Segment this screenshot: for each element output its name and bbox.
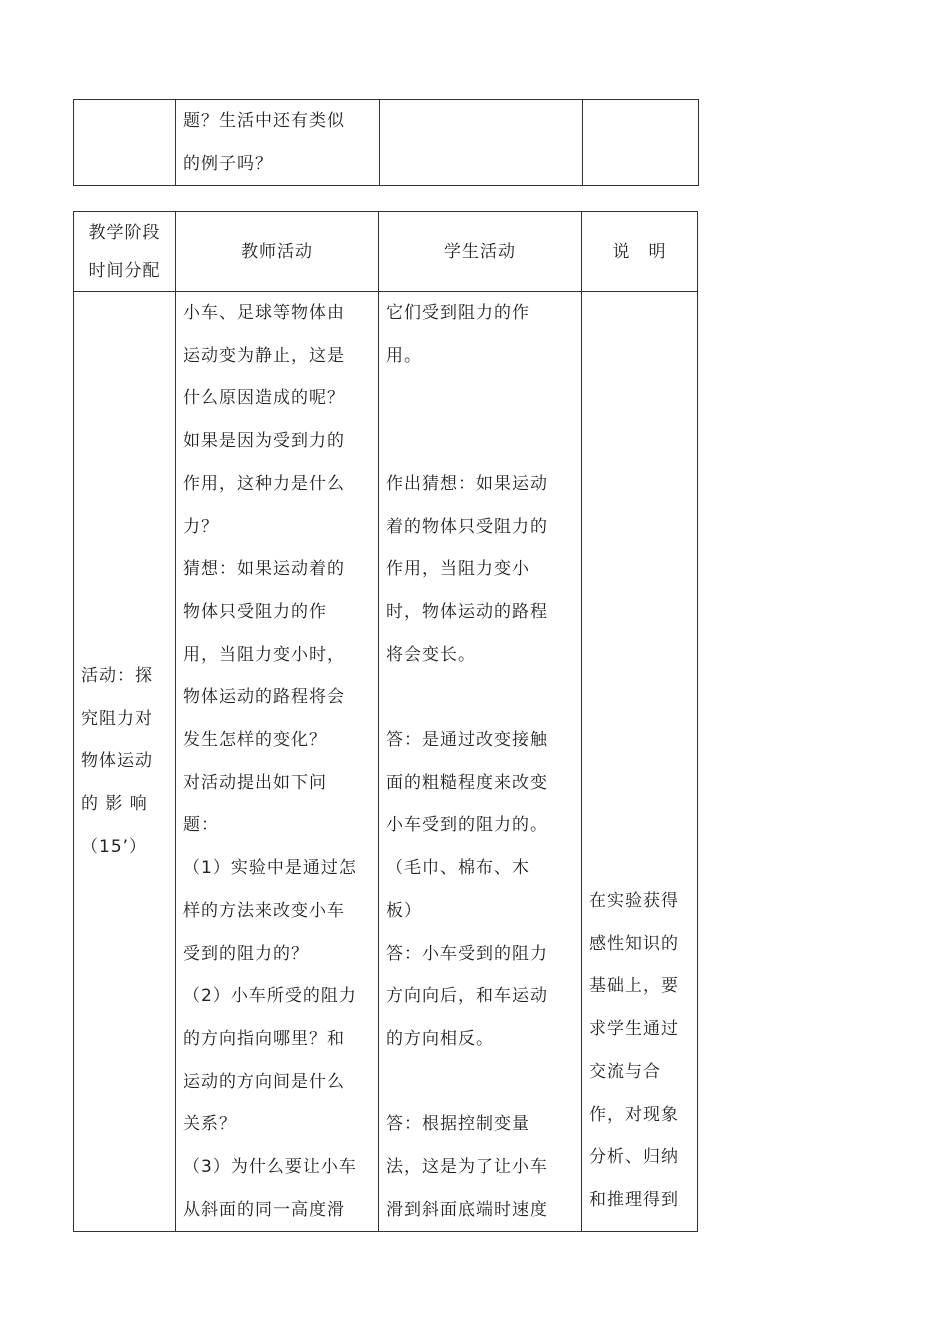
header-stage-line1: 教学阶段 [88,222,161,243]
text-line: 运动的方向间是什么 [183,1071,345,1092]
text-line: 的 影 响 [81,794,148,815]
text-line: 感性知识的 [589,933,679,954]
text-line: 方向向后，和车运动 [386,986,548,1007]
text-line: 的例子吗？ [183,153,273,174]
text-line: 时，物体运动的路程 [386,601,548,622]
stage-cell [74,292,176,1232]
top-table-fragment [73,99,699,186]
text-line: 样的方法来改变小车 [183,900,345,921]
text-line: 法，这是为了让小车 [386,1157,548,1178]
text-line: （毛巾、棉布、木 [386,858,530,879]
stage-lines [81,655,168,869]
text-line: 运动变为静止，这是 [183,345,345,366]
text-line: 力？ [183,516,219,537]
text-line: 发生怎样的变化？ [183,730,327,751]
student-lines [386,292,574,1231]
text-line [386,1061,574,1104]
header-stage-line2: 时间分配 [88,260,161,281]
text-line: 什么原因造成的呢？ [183,388,345,409]
text-line: 用。 [386,345,422,366]
header-stage-time [74,212,176,292]
text-line: （2）小车所受的阻力 [183,986,357,1007]
top-cell-stage [74,100,176,186]
text-line: 对活动提出如下问 [183,772,327,793]
text-line: 作，对现象 [589,1104,679,1125]
header-student-activity: 学生活动 [379,212,582,292]
text-line [386,377,574,420]
teacher-cell [176,292,379,1232]
text-line: 从斜面的同一高度滑 [183,1199,345,1220]
text-line [386,676,574,719]
text-line: 求学生通过 [589,1019,679,1040]
text-line: 和推理得到 [589,1189,679,1210]
text-line: 作出猜想：如果运动 [386,473,548,494]
text-line: 答：小车受到的阻力 [386,943,548,964]
text-line: 小车、足球等物体由 [183,303,345,323]
text-line: 答：根据控制变量 [386,1114,530,1135]
text-line: 答：是通过改变接触 [386,730,548,751]
text-line: 小车受到的阻力的。 [386,815,548,836]
text-line: 题： [183,815,219,836]
text-line: 作用，这种力是什么 [183,473,345,494]
text-line: 用，当阻力变小时， [183,644,345,665]
text-line: 滑到斜面底端时速度 [386,1199,548,1220]
notes-cell [582,292,698,1232]
top-cell-notes [583,100,699,186]
text-line: 究阻力对 [81,708,153,729]
lesson-plan-table [73,211,698,1232]
top-cell-teacher [176,100,380,186]
notes-lines [589,880,690,1222]
text-line: 活动：探 [81,665,153,686]
text-line [386,420,574,463]
text-line: （3）为什么要让小车 [183,1157,357,1178]
text-line: 着的物体只受阻力的 [386,516,548,537]
teacher-lines [183,292,371,1231]
header-teacher-activity: 教师活动 [176,212,379,292]
text-line: 作用，当阻力变小 [386,559,530,580]
text-line: 基础上，要 [589,976,679,997]
text-line: 交流与合 [589,1061,661,1082]
text-line: 受到的阻力的？ [183,943,309,964]
text-line: 在实验获得 [589,891,679,911]
text-line: 面的粗糙程度来改变 [386,772,548,793]
text-line: 它们受到阻力的作 [386,303,530,323]
text-line: 关系？ [183,1114,237,1135]
text-line: 题？生活中还有类似 [183,111,345,131]
header-notes: 说 明 [582,212,698,292]
text-line: （15’） [81,836,148,857]
text-line: 物体运动的路程将会 [183,687,345,708]
student-cell [379,292,582,1232]
text-line: 如果是因为受到力的 [183,431,345,452]
text-line: 的方向相反。 [386,1028,494,1049]
top-cell-student [380,100,583,186]
text-line: 的方向指向哪里？和 [183,1028,345,1049]
text-line: 分析、归纳 [589,1147,679,1168]
text-line: 将会变长。 [386,644,476,665]
text-line: 猜想：如果运动着的 [183,559,345,580]
text-line: （1）实验中是通过怎 [183,858,357,879]
text-line: 物体运动 [81,751,153,772]
text-line: 物体只受阻力的作 [183,601,327,622]
text-line: 板） [386,900,422,921]
